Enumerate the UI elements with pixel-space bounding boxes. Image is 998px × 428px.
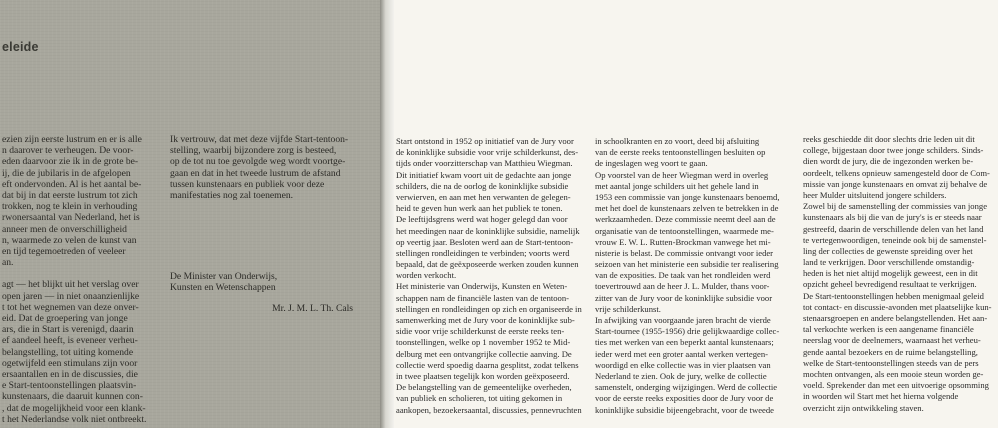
text-line: stelling, waarbij bijzondere zorg is besteed,: [170, 145, 337, 157]
text-line: ersaantallen en in de discussies, die: [2, 368, 138, 380]
text-line: n, waarmede zo velen de kunst van: [2, 234, 137, 246]
text-line: overzicht zijn ontwikkeling staven.: [803, 402, 924, 413]
signature-name: Mr. J. M. L. Th. Cals: [272, 303, 353, 314]
text-line: woordigd en elke collectie was in vier plaatsen van: [595, 359, 771, 370]
text-line: organisatie van de tentoonstellingen, waarmede me-: [595, 225, 774, 236]
text-line: in woorden wil Start met het hierna volgende: [803, 391, 959, 402]
text-line: met aantal jonge schilders uit het gehele land in: [595, 180, 759, 191]
right-page: [394, 0, 998, 428]
text-line: welke de Start-tentoonstellingen steeds van de pers: [803, 357, 979, 368]
text-line: t het Nederlandse volk niet ontbreekt.: [2, 413, 147, 425]
text-line: college, bijgestaan door twee jonge schilders. Sinds-: [803, 145, 984, 156]
text-line: belangstelling, tot uiting komende: [2, 346, 134, 358]
text-line: dien wordt de jury, die de ingezonden werken be-: [803, 156, 974, 167]
text-line: nisterie is belast. De commissie ontvangt voor ieder: [595, 247, 774, 258]
text-line: kunstenaars, die daaruit kunnen con-: [2, 391, 143, 403]
section-heading: eleide: [2, 40, 39, 54]
text-line: gaan en dat in het tweede lustrum de afstand: [170, 167, 341, 179]
text-line: toonstellingen, welke op 1 november 1952 te Mid-: [396, 337, 571, 348]
text-line: op veertig jaar. Besloten werd aan de Start-tentoon-: [396, 236, 574, 247]
signature-title: [170, 271, 375, 293]
text-line: Het ministerie van Onderwijs, Kunsten en Weten-: [396, 281, 568, 292]
text-line: De leeftijdsgrens werd wat hoger gelegd dan voor: [396, 214, 568, 225]
text-line: op de tot nu toe gevolgde weg wordt voortge-: [170, 156, 346, 168]
text-line: ogetwijfeld een stimulans zijn voor: [2, 357, 138, 369]
text-line: verwierven, en aan met hen verwanten de gelegen-: [396, 191, 571, 202]
text-line: ties met werken van een beperkt aantal kunstenaars;: [595, 337, 774, 348]
text-line: bepaald, dat de geëxposeerde werken zouden kunnen: [396, 259, 579, 270]
text-line: met het doel de kunstenaars zelven te betrekken in de: [595, 203, 779, 214]
text-line: ef aandeel heeft, is eveneer verheu-: [2, 335, 138, 347]
text-line: n daarover te verheugen. De voor-: [2, 145, 134, 157]
text-line: in schoolkranten en zo voort, deed bij afsluiting: [595, 136, 760, 146]
text-line: vrije schilderkunst.: [595, 303, 661, 314]
text-line: van de exposities. De taak van het rondleiden werd: [595, 270, 771, 281]
text-line: dat bij in dat eerste lustrum tot zich: [2, 189, 138, 201]
text-line: het meedingen naar de koninklijke subsidie, namelijk: [396, 225, 580, 236]
text-line: stellingen en rondleidingen op zich en organiseerde in: [396, 303, 582, 314]
text-line: agt — het blijkt uit het verslag over: [2, 279, 139, 291]
text-line: en tijd tegemoetreden of veeleer: [2, 245, 126, 257]
history-column-3: [803, 134, 992, 414]
history-column-2: [595, 136, 779, 416]
text-line: toevertrouwd aan de heer J. L. Mulder, thans voor-: [595, 281, 770, 292]
text-line: ieder werd met een groter aantal werken vertegen-: [595, 348, 768, 359]
text-line: ling der collecties de gewenste spreiding over het: [803, 245, 973, 256]
text-line: missie van jonge kunstenaars en omvat zij behalve de: [803, 178, 988, 189]
text-line: aankopen, bezoekersaantal, discussies, pennevruchten: [396, 404, 582, 415]
text-line: stellingen rondleidingen te verbinden; voorts werd: [396, 247, 570, 258]
text-line: manifestaties nog zal toenemen.: [170, 189, 294, 201]
text-line: In afwijking van voorgaande jaren bracht de vierde: [595, 315, 771, 325]
text-line: tussen kunstenaars en publiek voor deze: [170, 178, 325, 190]
text-line: anneer men de onverschilligheid: [2, 223, 127, 235]
text-line: Start-tournee (1955-1956) drie gelijkwaardige collec-: [595, 326, 780, 337]
text-line: ezien zijn eerste lustrum en er is alle: [2, 134, 142, 145]
text-line: De Start-tentoonstellingen hebben menigmaal geleid: [803, 290, 984, 301]
text-line: gende aantal bezoekers en de ruime belangstelling,: [803, 346, 978, 357]
text-line: voor de eerste reeks exposities door de Jury voor de: [595, 393, 774, 404]
foreword-column-1: [2, 134, 160, 425]
text-line: Ik vertrouw, dat met deze vijfde Start-tentoon-: [170, 134, 349, 145]
text-line: delburg met een ontvangrijke collectie aanving. De: [396, 348, 572, 359]
text-line: samenstelt, onderging wijzigingen. Werd de collectie: [595, 382, 778, 393]
left-page-gray-panel: [0, 0, 380, 428]
text-line: heer Mulder uitsluitend jongere schilders.: [803, 189, 947, 200]
text-line: tijds onder voorzitterschap van Matthieu Wiegman.: [396, 158, 573, 169]
text-line: Nederland te zien. Ook de jury, welke de collectie: [595, 370, 767, 381]
text-line: schilders, die na de oorlog de koninklijke subsidie: [396, 180, 569, 191]
text-line: kunstenaars als bij die van de jury's is er steeds naar: [803, 212, 982, 223]
text-line: van publiek en scholieren, tot uiting gekomen in: [396, 393, 563, 404]
text-line: koninklijke subsidie bijeengebracht, voor de tweede: [595, 404, 774, 415]
text-line: werkzaamheden. Deze commissie neemt deel aan de: [595, 214, 776, 225]
text-line: trokken, nog te klein in verhouding: [2, 201, 138, 213]
text-line: , dat de mogelijkheid voor een klank-: [2, 402, 146, 414]
text-line: Zowel bij de samenstelling der commissies van jonge: [803, 201, 988, 212]
text-line: zitter van de Jury voor de koninklijke subsidie voor: [595, 292, 773, 303]
text-line: de koninklijke subsidie voor vrije schilderkunst, des-: [396, 147, 579, 158]
text-line: sidie voor vrije schilderkunst de eerste reeks ten-: [396, 326, 565, 337]
text-line: neerslag voor de deelnemers, waarnaast het verheu-: [803, 335, 981, 346]
text-line: eid. Dat de groepering van jonge: [2, 313, 128, 324]
text-line: tot contact- en discussie-avonden met plaatselijke kun-: [803, 301, 992, 312]
text-line: heden is het niet altijd mogelijk geweest, een in dit: [803, 268, 978, 279]
text-line: [2, 268, 160, 279]
text-line: Kunsten en Wetenschappen: [170, 282, 276, 294]
text-line: collectie werd spoedig daarna gesplitst, zodat telkens: [396, 359, 579, 370]
text-line: Op voorstel van de heer Wiegman werd in overleg: [595, 169, 769, 180]
text-line: voeld. Sprekender dan met een uitvoerige opsomming: [803, 380, 989, 391]
text-line: De belangstelling van de gemeentelijke overheden,: [396, 382, 572, 393]
text-line: samenwerking met de Jury voor de koninklijke sub-: [396, 315, 575, 325]
text-line: vrouw E. W. L. Rutten-Brockman vanwege het mi-: [595, 236, 771, 247]
text-line: tal verkochte werken is een aangename financiële: [803, 324, 974, 335]
text-line: de ingeslagen weg voort te gaan.: [595, 158, 708, 169]
text-line: open jaren — in niet onaanzienlijke: [2, 290, 140, 302]
text-line: gestreefd, daarin de verschillende delen van het land: [803, 223, 984, 234]
history-column-1: [396, 136, 582, 416]
text-line: van de eerste reeks tentoonstellingen besluiten op: [595, 147, 766, 158]
foreword-column-2: [170, 134, 375, 201]
text-line: te vertegenwoordigen, teneinde ook bij de samenstel-: [803, 234, 987, 245]
text-line: oordeelt, telkens opnieuw samengesteld door de Com-: [803, 167, 990, 178]
book-gutter: [380, 0, 394, 428]
text-line: De Minister van Onderwijs,: [170, 271, 278, 282]
text-line: in twee plaatsen tegelijk kon worden geëxposeerd.: [396, 370, 570, 381]
text-line: stenaarsgroepen en andere belangstellenden. Het aan-: [803, 313, 988, 323]
text-line: t tot het wegnemen van deze onver-: [2, 301, 139, 313]
text-line: an.: [2, 257, 14, 269]
text-line: land te verkrijgen. Door verschillende omstandig-: [803, 257, 975, 268]
text-line: e Start-tentoonstellingen plaatsvin-: [2, 380, 137, 392]
text-line: schappen nam de financiële lasten van de tentoon-: [396, 292, 569, 303]
text-line: opzicht geheel bevredigend resultaat te verkrijgen.: [803, 279, 977, 290]
text-line: rwonersaantal van Nederland, het is: [2, 212, 140, 224]
text-line: seizoen van het ministerie een subsidie ter realisering: [595, 259, 779, 270]
text-line: ij, die de jubilaris in de afgelopen: [2, 167, 131, 179]
text-line: heid te geven hun werk aan het publiek te tonen.: [396, 203, 563, 214]
text-line: Dit initiatief kwam voort uit de gedachte aan jonge: [396, 169, 572, 180]
text-line: reeks geschiedde dit door slechts drie leden uit dit: [803, 134, 975, 144]
text-line: worden verkocht.: [396, 270, 457, 281]
text-line: 1953 een commissie van jonge kunstenaars benoemd,: [595, 191, 780, 202]
text-line: Start ontstond in 1952 op initiatief van de Jury voor: [396, 136, 574, 146]
text-line: ars, die in Start is verenigd, daarin: [2, 324, 134, 336]
text-line: eft ondervonden. Al is het aantal be-: [2, 178, 142, 190]
text-line: mochten ontvangen, als een mooie steun worden ge-: [803, 368, 984, 379]
text-line: eden daarvoor zie ik in de grote be-: [2, 156, 139, 168]
